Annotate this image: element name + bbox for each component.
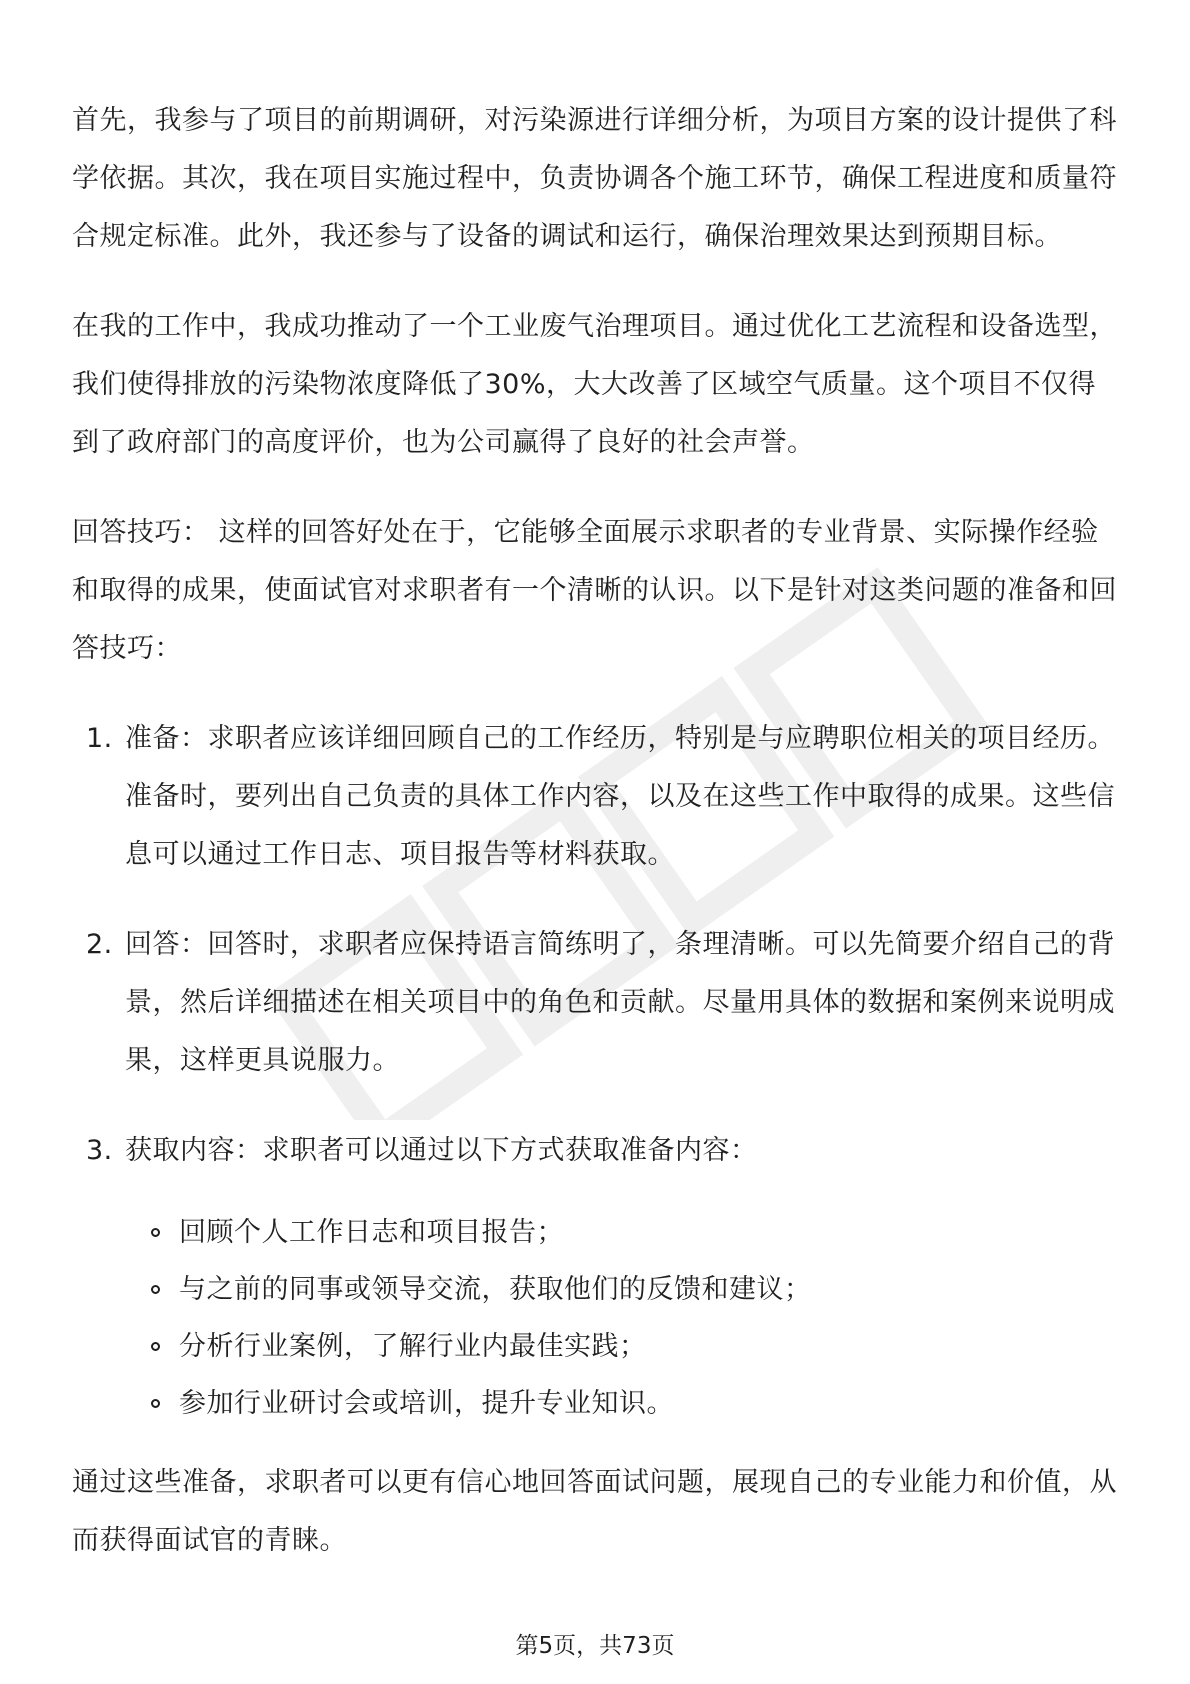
list-number: 2. (86, 929, 113, 960)
sub-list-item-text: 与之前的同事或领导交流，获取他们的反馈和建议； (179, 1274, 812, 1305)
paragraph-conclusion: 通过这些准备，求职者可以更有信心地回答面试问题，展现自己的专业能力和价值，从而获得面试官的青睐。 (72, 1467, 1117, 1556)
list-item-text: 回答：回答时，求职者应保持语言简练明了，条理清晰。可以先简要介绍自己的背景，然后详细描述在相关项目中的角色和贡献。尽量用具体的数据和案例来说明成果，这样更具说服力。 (125, 929, 1115, 1076)
circle-bullet-icon (151, 1285, 160, 1294)
paragraph-answer-tips: 回答技巧： 这样的回答好处在于，它能够全面展示求职者的专业背景、实际操作经验和取得的成果，使面试官对求职者有一个清晰的认识。以下是针对这类问题的准备和回答技巧： (72, 517, 1117, 664)
circle-bullet-icon (151, 1228, 160, 1237)
sub-list-item (72, 1318, 1122, 1375)
list-item (72, 710, 1122, 884)
document-content (72, 92, 1122, 1602)
paragraph-experience: 首先，我参与了项目的前期调研，对污染源进行详细分析，为项目方案的设计提供了科学依据。其次，我在项目实施过程中，负责协调各个施工环节，确保工程进度和质量符合规定标准。此外，我还参与了设备的调试和运行，确保治理效果达到预期目标。 (72, 105, 1117, 252)
list-number: 1. (86, 723, 113, 754)
sub-list-item-text: 分析行业案例，了解行业内最佳实践； (179, 1331, 647, 1362)
sub-list-item (72, 1375, 1122, 1432)
circle-bullet-icon (151, 1342, 160, 1351)
list-item (72, 1122, 1122, 1180)
tips-ordered-list (72, 710, 1122, 1180)
sub-list-item (72, 1261, 1122, 1318)
list-item-text: 准备：求职者应该详细回顾自己的工作经历，特别是与应聘职位相关的项目经历。准备时，要列出自己负责的具体工作内容，以及在这些工作中取得的成果。这些信息可以通过工作日志、项目报告等材料获取。 (125, 723, 1115, 870)
list-item-text: 获取内容：求职者可以通过以下方式获取准备内容： (125, 1135, 758, 1166)
sub-list-item (72, 1204, 1122, 1261)
sources-sub-list (72, 1204, 1122, 1432)
sub-list-item-text: 回顾个人工作日志和项目报告； (179, 1217, 564, 1248)
list-number: 3. (86, 1135, 113, 1166)
page-footer: 第5页，共73页 (515, 1633, 675, 1659)
circle-bullet-icon (151, 1399, 160, 1408)
paragraph-achievement: 在我的工作中，我成功推动了一个工业废气治理项目。通过优化工艺流程和设备选型，我们使得排放的污染物浓度降低了30%，大大改善了区域空气质量。这个项目不仅得到了政府部门的高度评价，也为公司赢得了良好的社会声誉。 (72, 311, 1117, 458)
sub-list-item-text: 参加行业研讨会或培训，提升专业知识。 (179, 1388, 674, 1419)
list-item (72, 916, 1122, 1090)
